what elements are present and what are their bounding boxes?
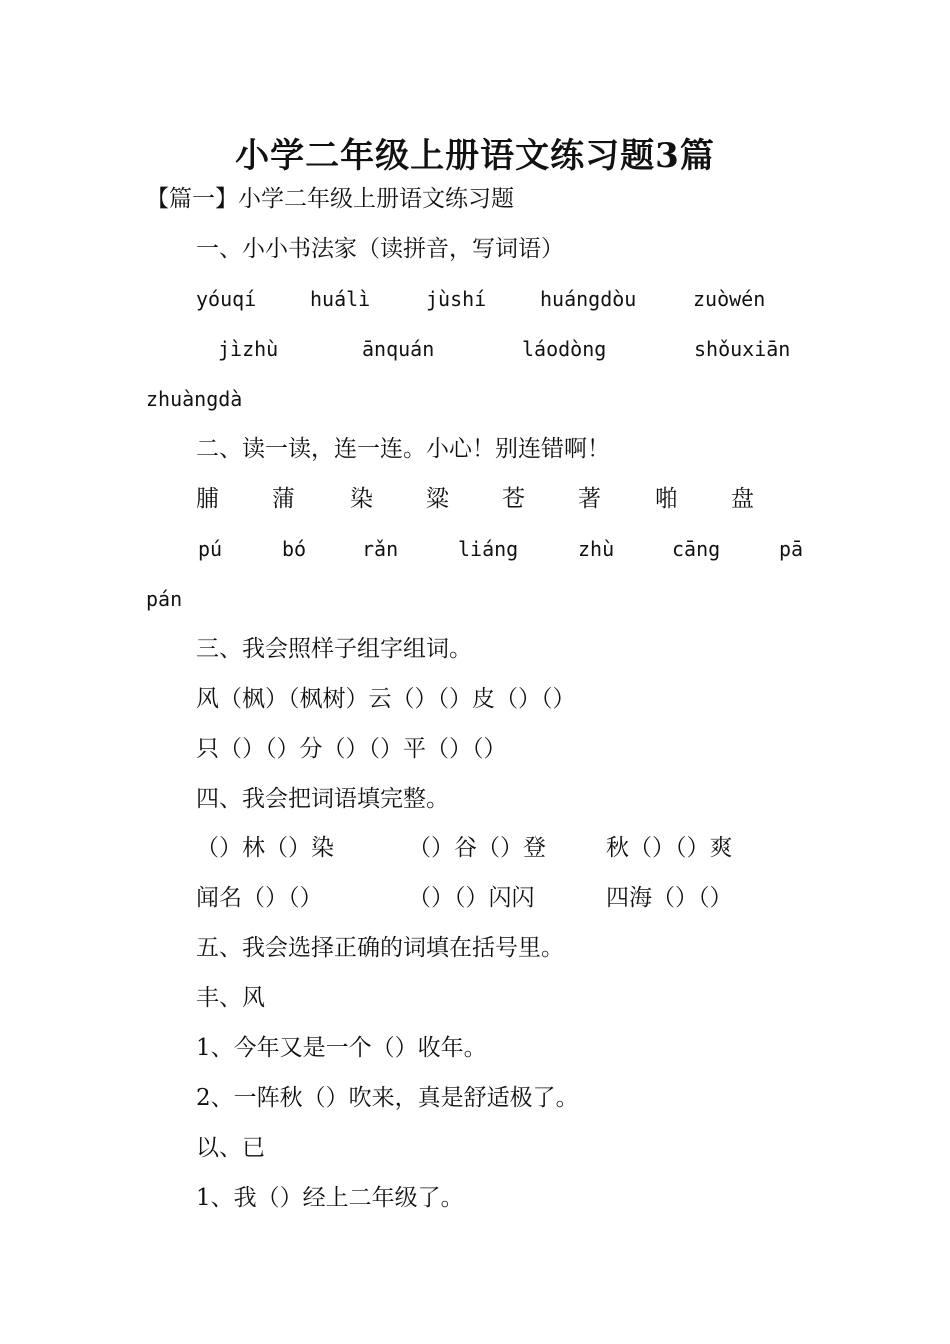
character: 脯 [196,486,219,512]
fill-phrase: 秋（）（）爽 [606,835,733,861]
pinyin-word: pán [146,587,183,611]
q3-line-2: 只（）（）分（）（）平（）（） [196,736,507,762]
pinyin-word: yóuqí [196,287,257,311]
character: 著 [578,486,601,512]
pinyin-word: láodòng [522,337,607,361]
sentence: 2、一阵秋（）吹来，真是舒适极了。 [196,1085,579,1111]
character: 蒲 [272,486,295,512]
word-choice-group-1: 丰、风 [196,985,265,1011]
fill-phrase: 四海（）（） [606,885,733,911]
q4-heading: 四、我会把词语填完整。 [196,786,449,812]
character: 苍 [502,486,525,512]
fill-phrase: （）（）闪闪 [408,885,535,911]
document-title: 小学二年级上册语文练习题3篇 [235,136,715,176]
character: 啪 [655,486,678,512]
pinyin-word: cāng [672,537,721,561]
pinyin-word: bó [282,537,307,561]
pinyin-word: pā [779,537,804,561]
pinyin-word: ānquán [362,337,435,361]
section-heading: 【篇一】小学二年级上册语文练习题 [146,186,514,212]
pinyin-word: huálì [310,287,371,311]
pinyin-word: rǎn [362,537,399,561]
sentence: 1、我（）经上二年级了。 [196,1185,464,1211]
sentence: 1、今年又是一个（）收年。 [196,1035,487,1061]
pinyin-word: huángdòu [540,287,637,311]
q5-heading: 五、我会选择正确的词填在括号里。 [196,935,564,961]
q1-heading: 一、小小书法家（读拼音，写词语） [196,236,564,262]
pinyin-word: jùshí [426,287,487,311]
q3-heading: 三、我会照样子组字组词。 [196,636,472,662]
q2-heading: 二、读一读，连一连。小心！别连错啊！ [196,436,610,462]
pinyin-word: jìzhù [218,337,279,361]
character: 粱 [426,486,449,512]
fill-phrase: 闻名（）（） [196,885,323,911]
character: 染 [350,486,373,512]
word-choice-group-2: 以、已 [196,1135,265,1161]
pinyin-word: zuòwén [693,287,766,311]
q3-line-1: 风（枫）（枫树）云（）（）皮（）（） [196,686,576,712]
fill-phrase: （）林（）染 [196,835,334,861]
pinyin-word: liáng [458,537,519,561]
pinyin-word: zhuàngdà [146,387,243,411]
pinyin-word: zhù [578,537,615,561]
pinyin-word: pú [198,537,223,561]
pinyin-word: shǒuxiān [694,337,791,361]
character: 盘 [731,486,754,512]
fill-phrase: （）谷（）登 [408,835,546,861]
